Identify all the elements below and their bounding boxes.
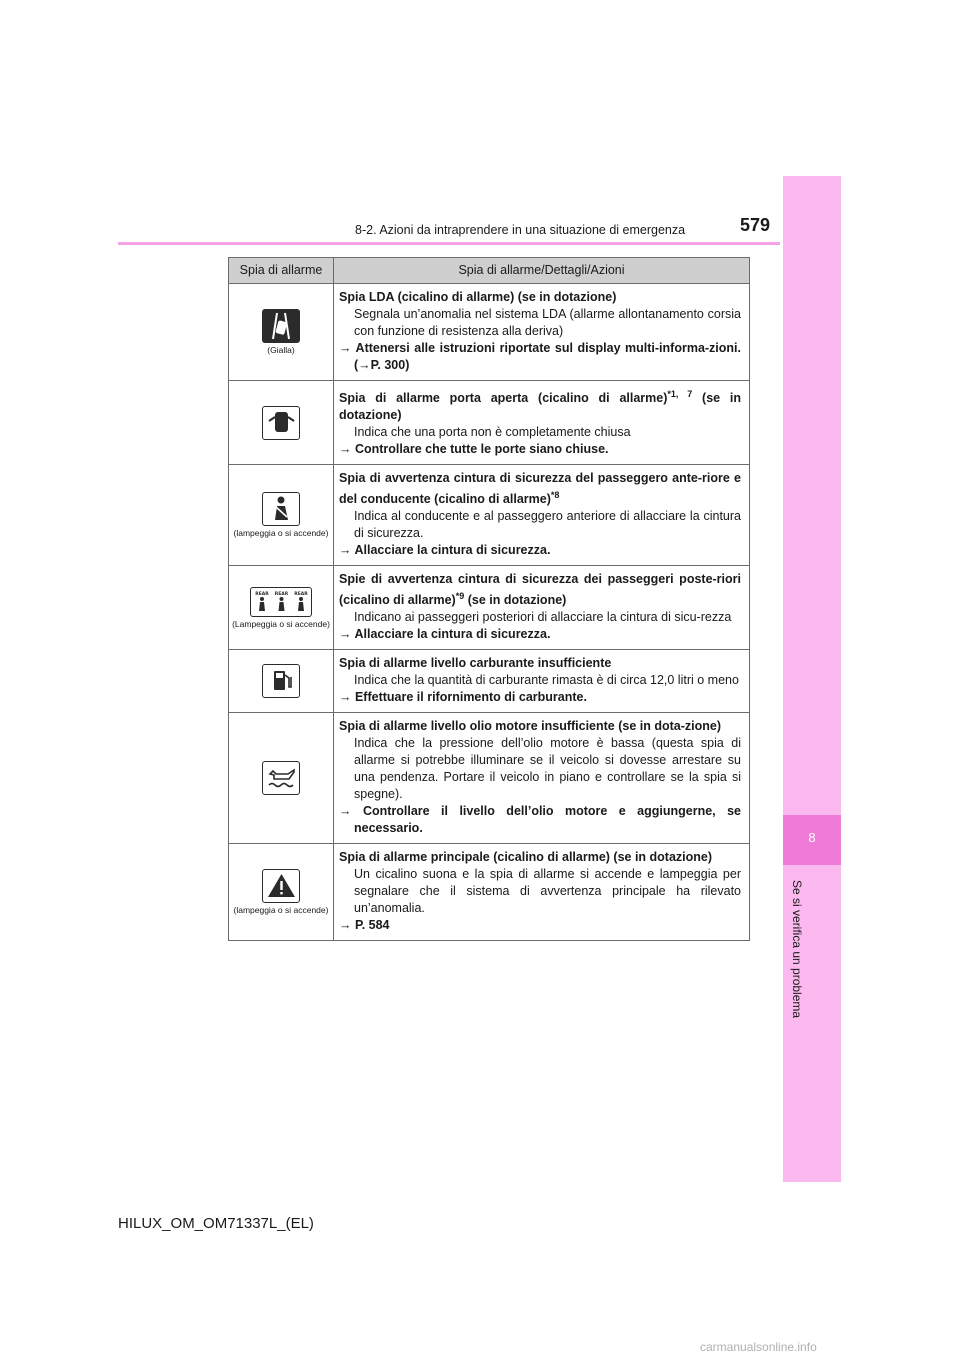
footnote-ref: *8: [550, 490, 560, 501]
warning-lights-table: [228, 257, 750, 941]
detail-cell: [334, 844, 750, 941]
table-row: [229, 284, 750, 381]
icon-cell: [229, 650, 334, 713]
row-description: Indica che la pressione dell’olio motore è bassa (questa spia di allarme si potrebbe illuminare se il veicolo si dovesse arrestare su una pendenza. Portare il veicolo in piano e controllare se la spia si spegne).: [354, 736, 741, 802]
row-action: → P. 584: [339, 918, 390, 933]
rear-seatbelt-icon: [250, 587, 312, 617]
column-header-detail: Spia di allarme/Dettagli/Azioni: [334, 258, 750, 284]
table-row: [229, 650, 750, 713]
chapter-title: Se si verifica un problema: [790, 880, 804, 1019]
rear-label: REAR: [254, 591, 269, 597]
column-header-icon: Spia di allarme: [229, 258, 334, 284]
row-title: Spia LDA (cicalino di allarme) (se in dotazione): [339, 290, 617, 304]
row-description: Indica che la quantità di carburante rimasta è di circa 12,0 litri o meno: [354, 673, 739, 688]
row-title: Spia di allarme principale (cicalino di allarme) (se in dotazione): [339, 850, 713, 865]
row-description: Indica che una porta non è completamente chiusa: [354, 425, 631, 440]
detail-cell: [334, 284, 750, 381]
footnote-ref: *9: [455, 591, 465, 602]
icon-cell: [229, 465, 334, 566]
document-code: HILUX_OM_OM71337L_(EL): [118, 1215, 314, 1232]
icon-cell: [229, 844, 334, 941]
page-number: 579: [740, 215, 771, 235]
icon-cell: [229, 284, 334, 381]
row-title: [339, 470, 741, 508]
door-open-icon: [262, 406, 300, 440]
row-title-text: Spia di avvertenza cintura di sicurezza del passeggero ante-riore e del conducente (cicalino di allarme): [339, 471, 741, 507]
icon-cell: [229, 381, 334, 465]
row-description: Indicano ai passeggeri posteriori di allacciare la cintura di sicu-rezza: [354, 610, 732, 625]
row-title: Spia di allarme livello carburante insufficiente: [339, 656, 612, 671]
table-row: [229, 844, 750, 941]
watermark: carmanualsonline.info: [700, 1340, 817, 1354]
section-title: 8-2. Azioni da intraprendere in una situazione di emergenza: [355, 223, 686, 237]
icon-cell: [229, 566, 334, 650]
row-description: Indica al conducente e al passeggero anteriore di allacciare la cintura di sicurezza.: [354, 509, 741, 541]
detail-cell: [334, 381, 750, 465]
icon-caption: (Lampeggia o si accende): [232, 618, 330, 629]
row-action: → Effettuare il rifornimento di carburante.: [339, 690, 587, 705]
detail-cell: [334, 650, 750, 713]
icon-cell: [229, 713, 334, 844]
table-row: [229, 713, 750, 844]
row-title: [339, 386, 741, 424]
row-action: → Controllare il livello dell’olio motore e aggiungerne, se necessario.: [339, 804, 741, 836]
detail-cell: [334, 465, 750, 566]
icon-caption: (lampeggia o si accende): [233, 527, 329, 538]
row-title-text: Spie di avvertenza cintura di sicurezza dei passeggeri poste-riori (cicalino di allarme): [339, 572, 741, 608]
footnote-ref: *1, 7: [667, 389, 693, 399]
detail-cell: [334, 713, 750, 844]
icon-caption: (Gialla): [267, 344, 295, 355]
header-rule: [118, 242, 780, 245]
row-title-end: (se in dotazione): [464, 593, 567, 608]
table-row: [229, 381, 750, 465]
row-title: [339, 571, 741, 609]
row-action: → Allacciare la cintura di sicurezza.: [339, 627, 551, 642]
row-description: Un cicalino suona e la spia di allarme si accende e lampeggia per segnalare che il sistema di avvertenza principale ha rilevato un’anomalia.: [354, 867, 741, 916]
row-description: Segnala un’anomalia nel sistema LDA (allarme allontanamento corsia con funzione di resistenza alla deriva): [354, 307, 741, 338]
icon-caption: (lampeggia o si accende): [233, 905, 329, 916]
row-title-end: (se in dotazione): [339, 391, 742, 423]
chapter-number: 8: [808, 830, 816, 845]
table-header-row: [229, 258, 750, 284]
row-title-text: Spia di allarme porta aperta (cicalino di allarme): [339, 391, 668, 406]
rear-label: REAR: [293, 591, 308, 597]
lane-departure-icon: [262, 309, 300, 343]
seatbelt-icon: [262, 492, 300, 526]
master-warning-icon: [262, 869, 300, 903]
table-row: [229, 566, 750, 650]
oil-level-icon: [262, 761, 300, 795]
fuel-pump-icon: [262, 664, 300, 698]
row-action: → Attenersi alle istruzioni riportate sul display multi-informa-zioni. (→P. 300): [339, 341, 741, 372]
table-row: [229, 465, 750, 566]
row-action: → Controllare che tutte le porte siano chiuse.: [339, 442, 609, 457]
detail-cell: [334, 566, 750, 650]
row-action: → Allacciare la cintura di sicurezza.: [339, 543, 551, 558]
row-title: Spia di allarme livello olio motore insufficiente (se in dota-zione): [339, 719, 722, 734]
rear-label: REAR: [274, 591, 288, 597]
